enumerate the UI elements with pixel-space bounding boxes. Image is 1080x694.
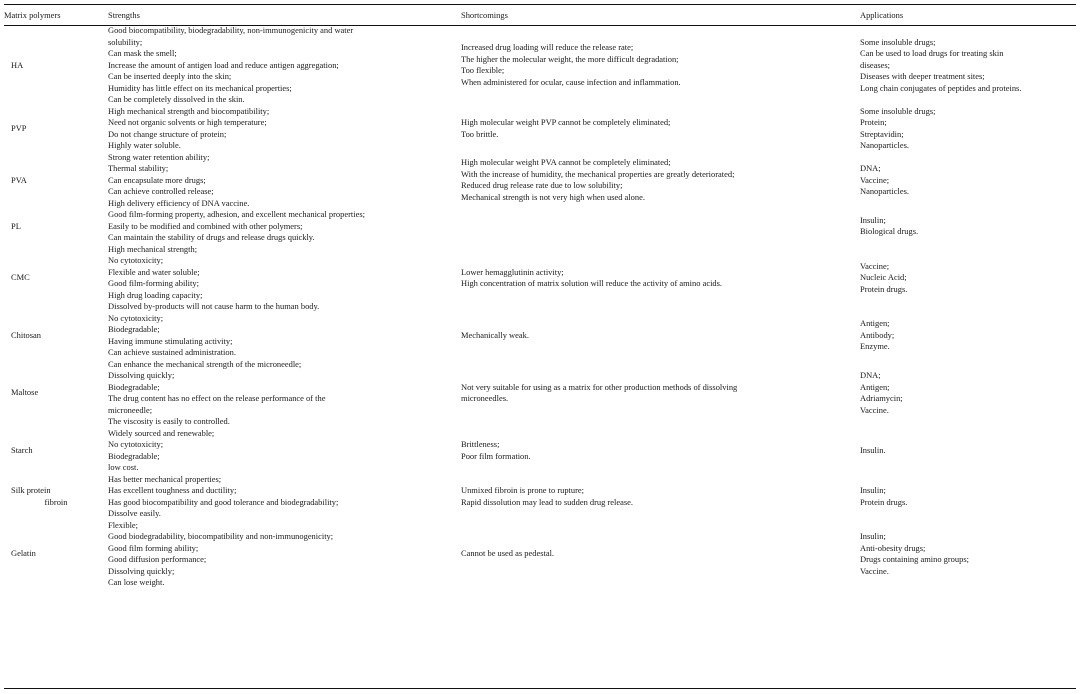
- application-line: Some insoluble drugs;: [860, 36, 936, 47]
- strength-line: Can mask the smell;: [108, 48, 177, 58]
- table-row: [4, 106, 1076, 152]
- strengths-cell: [108, 428, 461, 474]
- strength-line: Dissolving quickly;: [108, 565, 175, 576]
- applications-cell: [860, 244, 1076, 313]
- strength-line: Dissolving quickly;: [108, 370, 175, 380]
- strengths-cell: [108, 313, 461, 359]
- strength-line: Having immune stimulating activity;: [108, 335, 233, 346]
- strengths-cell: [108, 520, 461, 589]
- applications-cell: [860, 428, 1076, 474]
- shortcomings-cell: [461, 313, 860, 359]
- table-row: [4, 25, 1076, 106]
- polymer-name: Maltose: [11, 387, 39, 398]
- strength-line: No cytotoxicity;: [108, 255, 164, 265]
- strength-line: microneedle;: [108, 404, 153, 415]
- strength-line: Strong water retention ability;: [108, 151, 210, 162]
- polymer-name: HA: [11, 59, 24, 70]
- application-line: Diseases with deeper treatment sites;: [860, 71, 985, 81]
- application-line: Biological drugs.: [860, 226, 919, 237]
- table-header: [4, 6, 1076, 25]
- application-line: DNA;: [860, 370, 881, 380]
- shortcomings-cell: [461, 106, 860, 152]
- strength-line: Increase the amount of antigen load and reduce antigen aggregation;: [108, 59, 339, 70]
- polymer-name-cell: [4, 152, 108, 210]
- polymer-name-cell: [4, 209, 108, 244]
- applications-cell: [860, 106, 1076, 152]
- application-line: Vaccine.: [860, 565, 889, 576]
- polymer-name-cell: [4, 428, 108, 474]
- strength-line: Has excellent toughness and ductility;: [108, 485, 237, 495]
- polymer-name: Silk protein: [11, 485, 51, 495]
- shortcoming-line: High molecular weight PVP cannot be completely eliminated;: [461, 117, 671, 127]
- applications-cell: [860, 359, 1076, 428]
- header-row: [4, 6, 1076, 25]
- shortcoming-line: microneedles.: [461, 393, 509, 403]
- shortcoming-line: Too brittle.: [461, 128, 499, 139]
- polymer-name: PVA: [11, 174, 27, 185]
- strength-line: Good biodegradability, biocompatibility and non-immunogenicity;: [108, 531, 334, 541]
- applications-cell: [860, 474, 1076, 520]
- shortcomings-cell: [461, 244, 860, 313]
- strength-line: Can encapsulate more drugs;: [108, 174, 206, 185]
- application-line: Streptavidin;: [860, 128, 904, 139]
- strength-line: Good diffusion performance;: [108, 554, 207, 564]
- polymer-name-cell: [4, 474, 108, 520]
- polymer-name-cell: [4, 106, 108, 152]
- applications-cell: [860, 209, 1076, 244]
- shortcoming-line: Rapid dissolution may lead to sudden drug release.: [461, 496, 633, 507]
- table-body: [4, 25, 1076, 589]
- strength-line: Highly water soluble.: [108, 140, 181, 150]
- strength-line: Dissolved by-products will not cause harm to the human body.: [108, 301, 320, 311]
- shortcoming-line: Increased drug loading will reduce the release rate;: [461, 42, 634, 53]
- table-row: [4, 520, 1076, 589]
- application-line: Protein drugs.: [860, 283, 908, 294]
- polymer-name: Starch: [11, 444, 33, 455]
- strength-line: solubility;: [108, 36, 143, 47]
- shortcoming-line: Reduced drug release rate due to low solubility;: [461, 180, 623, 191]
- application-line: Insulin;: [860, 531, 886, 541]
- strengths-cell: [108, 209, 461, 244]
- table-row: [4, 152, 1076, 210]
- strength-line: Easily to be modified and combined with other polymers;: [108, 220, 303, 231]
- strengths-cell: [108, 25, 461, 106]
- shortcomings-cell: [461, 428, 860, 474]
- shortcomings-cell: [461, 25, 860, 106]
- strength-line: Can be completely dissolved in the skin.: [108, 94, 245, 104]
- shortcoming-line: Not very suitable for using as a matrix for other production methods of dissolving: [461, 381, 738, 392]
- shortcoming-line: The higher the molecular weight, the more difficult degradation;: [461, 53, 679, 64]
- shortcomings-cell: [461, 474, 860, 520]
- strength-line: No cytotoxicity;: [108, 312, 164, 323]
- strength-line: Can enhance the mechanical strength of the microneedle;: [108, 358, 302, 369]
- strengths-cell: [108, 474, 461, 520]
- matrix-polymers-table: [4, 6, 1076, 589]
- strength-line: Thermal stability;: [108, 163, 169, 173]
- shortcomings-cell: [461, 520, 860, 589]
- strength-line: Has good biocompatibility and good tolerance and biodegradability;: [108, 496, 339, 507]
- strengths-cell: [108, 106, 461, 152]
- strength-line: Flexible and water soluble;: [108, 266, 200, 277]
- shortcoming-line: Mechanical strength is not very high when used alone.: [461, 191, 645, 202]
- application-line: Insulin.: [860, 444, 886, 455]
- table-row: [4, 474, 1076, 520]
- application-line: Antibody;: [860, 329, 895, 340]
- application-line: Can be used to load drugs for treating skin: [860, 48, 1004, 58]
- strength-line: The drug content has no effect on the release performance of the: [108, 393, 326, 403]
- strength-line: Can achieve controlled release;: [108, 186, 214, 196]
- application-line: Adriamycin;: [860, 393, 903, 403]
- shortcoming-line: Unmixed fibroin is prone to rupture;: [461, 485, 585, 495]
- table-row: [4, 428, 1076, 474]
- strengths-cell: [108, 244, 461, 313]
- application-line: Vaccine.: [860, 404, 889, 415]
- application-line: Some insoluble drugs;: [860, 105, 936, 116]
- strength-line: High delivery efficiency of DNA vaccine.: [108, 197, 250, 208]
- strength-line: Biodegradable;: [108, 324, 160, 334]
- applications-cell: [860, 25, 1076, 106]
- applications-cell: [860, 520, 1076, 589]
- strength-line: Good film forming ability;: [108, 542, 199, 553]
- strength-line: No cytotoxicity;: [108, 439, 164, 449]
- polymer-name: fibroin: [44, 496, 68, 507]
- application-line: Anti-obesity drugs;: [860, 542, 926, 553]
- header-applications: Applications: [860, 9, 904, 20]
- shortcoming-line: Poor film formation.: [461, 450, 531, 461]
- polymer-name-cell: [4, 244, 108, 313]
- strength-line: High mechanical strength;: [108, 243, 198, 254]
- application-line: Insulin;: [860, 214, 886, 225]
- shortcomings-cell: [461, 359, 860, 428]
- strength-line: Can maintain the stability of drugs and release drugs quickly.: [108, 232, 315, 242]
- application-line: DNA;: [860, 163, 881, 173]
- shortcoming-line: When administered for ocular, cause infection and inflammation.: [461, 76, 681, 87]
- strength-line: Good film-forming property, adhesion, and excellent mechanical properties;: [108, 209, 365, 219]
- application-line: Enzyme.: [860, 341, 890, 352]
- application-line: Nucleic Acid;: [860, 272, 907, 283]
- application-line: Insulin;: [860, 485, 886, 495]
- application-line: Nanoparticles.: [860, 140, 909, 150]
- strength-line: Flexible;: [108, 519, 138, 530]
- strength-line: The viscosity is easily to controlled.: [108, 416, 230, 426]
- shortcoming-line: High molecular weight PVA cannot be completely eliminated;: [461, 157, 671, 168]
- application-line: Protein drugs.: [860, 496, 908, 507]
- application-line: Antigen;: [860, 318, 890, 329]
- shortcoming-line: High concentration of matrix solution will reduce the activity of amino acids.: [461, 278, 723, 288]
- application-line: diseases;: [860, 59, 890, 70]
- strength-line: Humidity has little effect on its mechanical properties;: [108, 82, 292, 93]
- polymer-name: Chitosan: [11, 329, 42, 340]
- strength-line: low cost.: [108, 462, 139, 472]
- strength-line: Good film-forming ability;: [108, 278, 199, 288]
- bottom-rule: [4, 688, 1076, 689]
- application-line: Nanoparticles.: [860, 186, 909, 196]
- header-matrix-polymers: Matrix polymers: [4, 9, 61, 20]
- application-line: Antigen;: [860, 381, 890, 392]
- applications-cell: [860, 313, 1076, 359]
- polymer-name: PL: [11, 220, 21, 231]
- polymer-name: Gelatin: [11, 548, 36, 559]
- header-shortcomings: Shortcomings: [461, 9, 508, 20]
- applications-cell: [860, 152, 1076, 210]
- polymer-name: PVP: [11, 122, 27, 133]
- application-line: Vaccine;: [860, 260, 890, 271]
- strength-line: High drug loading capacity;: [108, 289, 203, 300]
- strengths-cell: [108, 359, 461, 428]
- strength-line: Biodegradable;: [108, 450, 160, 461]
- strength-line: Widely sourced and renewable;: [108, 427, 215, 438]
- strength-line: Biodegradable;: [108, 381, 160, 392]
- top-rule: [4, 4, 1076, 5]
- application-line: Long chain conjugates of peptides and proteins.: [860, 82, 1022, 93]
- shortcoming-line: With the increase of humidity, the mechanical properties are greatly deteriorated;: [461, 168, 735, 179]
- shortcoming-line: Cannot be used as pedestal.: [461, 548, 555, 559]
- table-row: [4, 244, 1076, 313]
- application-line: Protein;: [860, 117, 887, 127]
- strength-line: High mechanical strength and biocompatibility;: [108, 105, 270, 116]
- shortcomings-cell: [461, 209, 860, 244]
- table-row: [4, 209, 1076, 244]
- strength-line: Need not organic solvents or high temperature;: [108, 117, 267, 127]
- shortcomings-cell: [461, 152, 860, 210]
- shortcoming-line: Mechanically weak.: [461, 329, 529, 340]
- strength-line: Do not change structure of protein;: [108, 128, 227, 139]
- table-row: [4, 313, 1076, 359]
- strength-line: Can be inserted deeply into the skin;: [108, 71, 232, 81]
- application-line: Vaccine;: [860, 174, 890, 185]
- polymer-name-cell: [4, 520, 108, 589]
- strength-line: Has better mechanical properties;: [108, 473, 222, 484]
- strength-line: Can lose weight.: [108, 577, 165, 587]
- shortcoming-line: Lower hemagglutinin activity;: [461, 266, 564, 277]
- header-strengths: Strengths: [108, 9, 140, 20]
- shortcoming-line: Brittleness;: [461, 439, 500, 449]
- table-row: [4, 359, 1076, 428]
- application-line: Drugs containing amino groups;: [860, 554, 969, 564]
- strengths-cell: [108, 152, 461, 210]
- polymer-name: CMC: [11, 272, 30, 283]
- polymer-name-cell: [4, 25, 108, 106]
- strength-line: Good biocompatibility, biodegradability, non-immunogenicity and water: [108, 25, 354, 35]
- strength-line: Dissolve easily.: [108, 508, 161, 518]
- polymer-name-cell: [4, 313, 108, 359]
- polymer-name-cell: [4, 359, 108, 428]
- strength-line: Can achieve sustained administration.: [108, 347, 236, 357]
- shortcoming-line: Too flexible;: [461, 65, 505, 76]
